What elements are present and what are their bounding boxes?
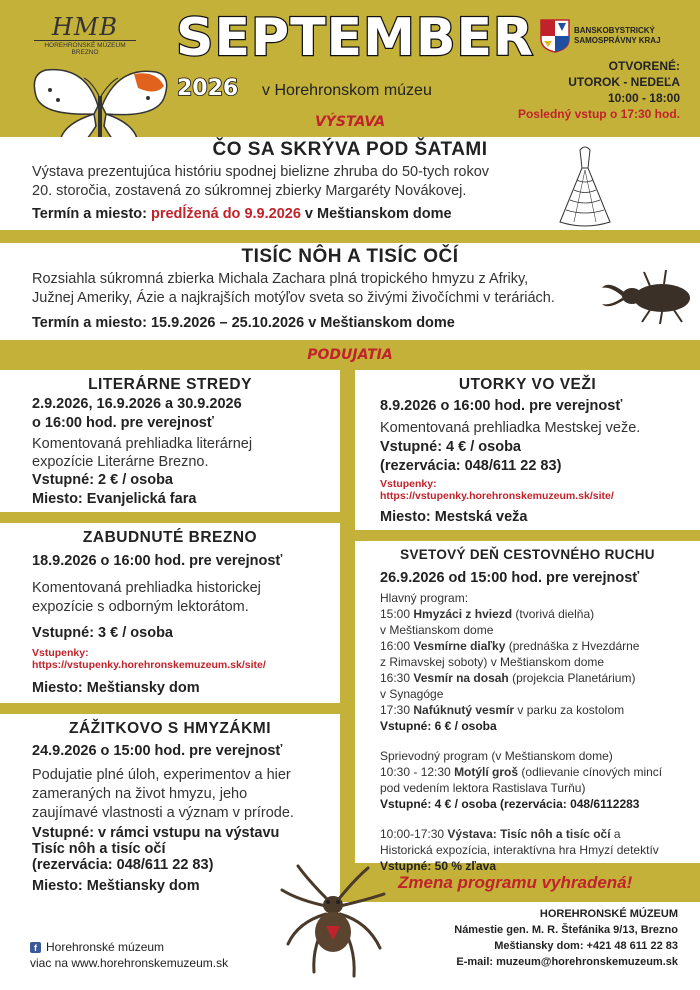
event-price: Vstupné: 4 € / osoba [380, 439, 521, 455]
logo-monogram: HMB [51, 13, 119, 41]
event-price: Vstupné: 50 % zľava [380, 859, 496, 873]
open-days: UTOROK - NEDEĽA [568, 75, 680, 89]
program-line: z Rimavskej soboty) v Meštianskom dome [380, 655, 605, 669]
program-line: pod vedením lektora Rastislava Turňu) [380, 781, 586, 795]
event-date: 24.9.2026 o 15:00 hod. pre verejnosť [32, 743, 283, 759]
event-place: Miesto: Meštiansky dom [32, 878, 200, 894]
museum-phone: Meštiansky dom: +421 48 611 22 83 [494, 940, 678, 952]
page-year: 2026 [177, 76, 239, 101]
exhibition-1-term [32, 206, 452, 222]
event-price-note: Tisíc nôh a tisíc očí [32, 841, 166, 857]
event-place: Miesto: Meštiansky dom [32, 680, 200, 696]
program-change-notice: Zmena programu vyhradená! [398, 873, 633, 892]
museum-contact [454, 906, 678, 970]
exhibition-2-text-1: Rozsiahla súkromná zbierka Michala Zachara plná tropického hmyzu z Afriky, [32, 271, 529, 287]
page-subtitle: v Horehronskom múzeu [262, 82, 432, 99]
program-line: Historická expozícia, interaktívna hra Hmyzí detektív [380, 843, 659, 857]
website-link[interactable]: viac na www.horehronskemuzeum.sk [30, 956, 229, 970]
main-program [380, 590, 690, 874]
term-label: Termín a miesto: [32, 315, 147, 331]
page-title: SEPTEMBER [176, 8, 535, 68]
program-line: 10:00-17:30 Výstava: Tisíc nôh a tisíc očí a [380, 827, 621, 841]
event-desc: expozície Literárne Brezno. [32, 454, 209, 470]
event-date: 18.9.2026 o 16:00 hod. pre verejnosť [32, 553, 283, 569]
program-line: 17:30 Nafúknutý vesmír v parku za kostolom [380, 703, 625, 717]
event-desc: Komentovaná prehliadka literárnej [32, 436, 253, 452]
main-program-label: Hlavný program: [380, 591, 469, 605]
open-hours: 10:00 - 18:00 [607, 91, 680, 105]
facebook-icon: f [30, 942, 41, 953]
event-date: 2.9.2026, 16.9.2026 a 30.9.2026 [32, 396, 242, 412]
term-date: 15.9.2026 – 25.10.2026 [150, 315, 305, 331]
program-line: 16:00 Vesmírne diaľky (prednáška z Hvezdárne [380, 639, 640, 653]
last-entry: Posledný vstup o 17:30 hod. [517, 107, 680, 121]
event-desc: zameraných na život hmyzu, jeho [32, 786, 248, 802]
event-place: Miesto: Mestská veža [380, 509, 528, 525]
stag-beetle-illustration [600, 266, 696, 326]
museum-email[interactable]: E-mail: muzeum@horehronskemuzeum.sk [456, 956, 678, 968]
term-place: v Meštianskom dome [304, 206, 452, 222]
side-program-label: Sprievodný program (v Meštianskom dome) [380, 749, 613, 763]
exhibition-1-title: ČO SA SKRÝVA POD ŠATAMI [212, 139, 488, 160]
coat-of-arms-icon [540, 19, 570, 53]
program-line: 10:30 - 12:30 Motýlí groš (odlievanie cínových mincí [380, 765, 663, 779]
ticket-label: Vstupenky: [380, 478, 437, 490]
museum-name: HOREHRONSKÉ MÚZEUM [539, 908, 678, 920]
event-title: LITERÁRNE STREDY [88, 376, 252, 393]
exhibition-1-text-1: Výstava prezentujúca históriu spodnej bielizne zhruba do 50-tych rokov [32, 164, 490, 180]
event-title: ZÁŽITKOVO S HMYZÁKMI [68, 720, 272, 737]
ticket-label: Vstupenky: [32, 647, 89, 659]
event-place: Miesto: Evanjelická fara [32, 491, 197, 507]
ticket-link[interactable]: https://vstupenky.horehronskemuzeum.sk/site/ [380, 490, 614, 502]
event-price: Vstupné: v rámci vstupu na výstavu [32, 825, 280, 841]
spider-illustration [268, 860, 398, 988]
event-price: Vstupné: 3 € / osoba [32, 625, 173, 641]
opening-hours [518, 58, 680, 122]
logo-subtitle: HOREHRONSKÉ MÚZEUM BREZNO [34, 40, 136, 56]
event-desc: expozície s odborným lektorátom. [32, 599, 249, 615]
crinoline-dress-illustration [550, 140, 620, 232]
exhibition-2-text-2: Južnej Ameriky, Ázie a najkrajších motýľov sveta so živými živočíchmi v teráriách. [32, 290, 555, 306]
program-line: v Meštianskom dome [380, 623, 494, 637]
event-price: Vstupné: 4 € / osoba (rezervácia: 048/6112283 [380, 797, 640, 811]
event-date: 8.9.2026 o 16:00 hod. pre verejnosť [380, 398, 623, 414]
event-price: Vstupné: 2 € / osoba [32, 472, 173, 488]
ticket-link[interactable]: https://vstupenky.horehronskemuzeum.sk/site/ [32, 659, 266, 671]
section-events-label: PODUJATIA [307, 347, 393, 363]
event-desc: Komentovaná prehliadka Mestskej veže. [380, 420, 641, 436]
event-desc: zaujímavé vlastnosti a význam v prírode. [32, 805, 294, 821]
program-line: 15:00 Hmyzáci z hviezd (tvorivá dielňa) [380, 607, 595, 621]
region-logo [540, 19, 661, 53]
term-label: Termín a miesto: [32, 206, 147, 222]
event-reservation: (rezervácia: 048/611 22 83) [32, 857, 214, 873]
region-name-line2: SAMOSPRÁVNY KRAJ [574, 36, 661, 45]
exhibition-2-title: TISÍC NÔH A TISÍC OČÍ [241, 246, 459, 267]
event-price: Vstupné: 6 € / osoba [380, 719, 497, 733]
event-reservation: (rezervácia: 048/611 22 83) [380, 458, 562, 474]
exhibition-1-text-2: 20. storočia, zostavená zo súkromnej zbierky Margaréty Novákovej. [32, 183, 467, 199]
event-title: SVETOVÝ DEŇ CESTOVNÉHO RUCHU [400, 547, 655, 562]
term-date: predĺžená do 9.9.2026 [150, 206, 301, 222]
museum-address: Námestie gen. M. R. Štefánika 9/13, Brezno [454, 924, 678, 936]
event-title: ZABUDNUTÉ BREZNO [82, 529, 258, 546]
exhibition-2-term [32, 315, 455, 331]
facebook-label: Horehronské múzeum [46, 940, 165, 954]
event-desc: Komentovaná prehliadka historickej [32, 580, 261, 596]
museum-logo [30, 14, 140, 56]
event-date: 26.9.2026 od 15:00 hod. pre verejnosť [380, 570, 640, 586]
region-name-line1: BANSKOBYSTRICKÝ [574, 26, 655, 35]
program-line: v Synagóge [380, 687, 444, 701]
program-line: 16:30 Vesmír na dosah (projekcia Planetárium) [380, 671, 636, 685]
open-label: OTVORENÉ: [608, 59, 680, 73]
facebook-link[interactable] [30, 940, 164, 954]
section-exhibition-label: VÝSTAVA [314, 114, 386, 130]
event-time: o 16:00 hod. pre verejnosť [32, 415, 214, 431]
event-desc: Podujatie plné úloh, experimentov a hier [32, 767, 291, 783]
term-place: v Meštianskom dome [308, 315, 455, 331]
event-title: UTORKY VO VEŽI [458, 376, 597, 393]
